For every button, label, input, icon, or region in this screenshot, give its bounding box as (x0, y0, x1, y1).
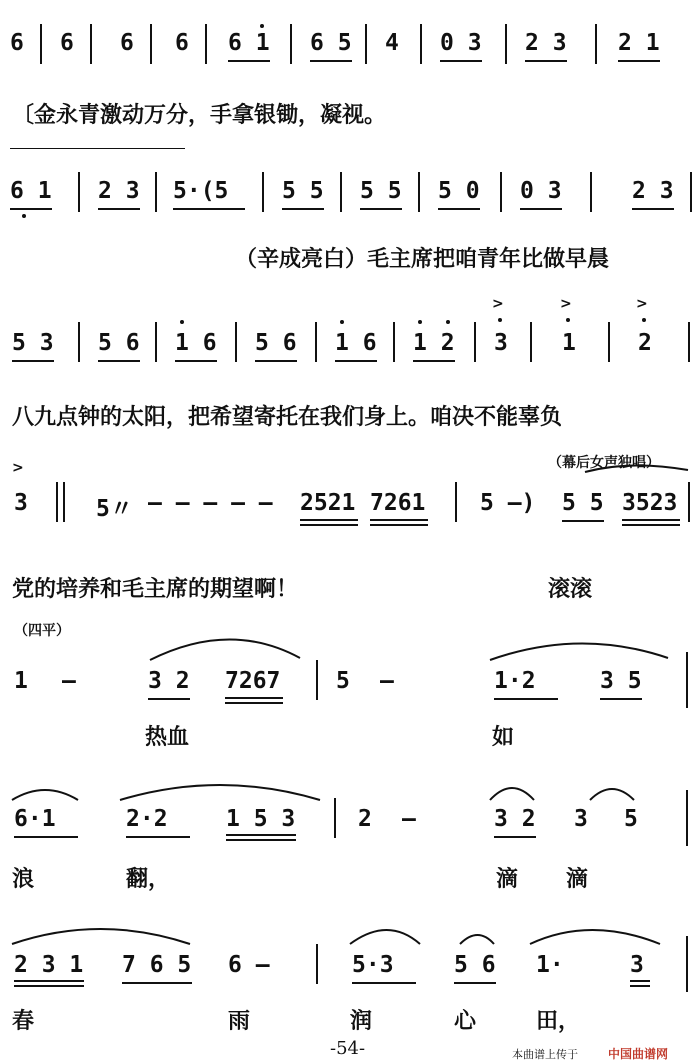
offstage-voice-note: （幕后女声独唱） (548, 455, 660, 471)
lyric-xin: 心 (454, 1009, 477, 1034)
lyric-ru: 如 (492, 725, 515, 750)
lyric-line-2: （辛成亮白）毛主席把咱青年比做早晨 (235, 247, 610, 272)
upload-credit: 本曲谱上传于 (512, 1048, 578, 1061)
page-number: -54- (330, 1038, 366, 1059)
site-logo: 中国曲谱网 (608, 1047, 669, 1061)
lyric-run: 润 (350, 1009, 373, 1034)
lyric-rexue: 热血 (145, 725, 190, 750)
lyric-line-3: 八九点钟的太阳，把希望寄托在我们身上。咱决不能辜负 (12, 405, 563, 430)
lyric-chun: 春 (12, 1009, 35, 1034)
lyric-line-1: 〔金永青激动万分，手拿银锄，凝视。 (12, 103, 387, 128)
lyric-yu: 雨 (228, 1009, 251, 1034)
section-tag-siping: （四平） (14, 623, 70, 639)
lyric-fan: 翻， (126, 867, 171, 892)
lyric-di-1: 滴 (496, 867, 519, 892)
lyric-line-4: 党的培养和毛主席的期望啊！ (12, 577, 299, 602)
lyric-word-gungun: 滚滚 (548, 577, 593, 602)
lyric-di-2: 滴 (566, 867, 589, 892)
lyric-lang: 浪 (12, 867, 35, 892)
lyric-tian: 田， (536, 1009, 581, 1034)
